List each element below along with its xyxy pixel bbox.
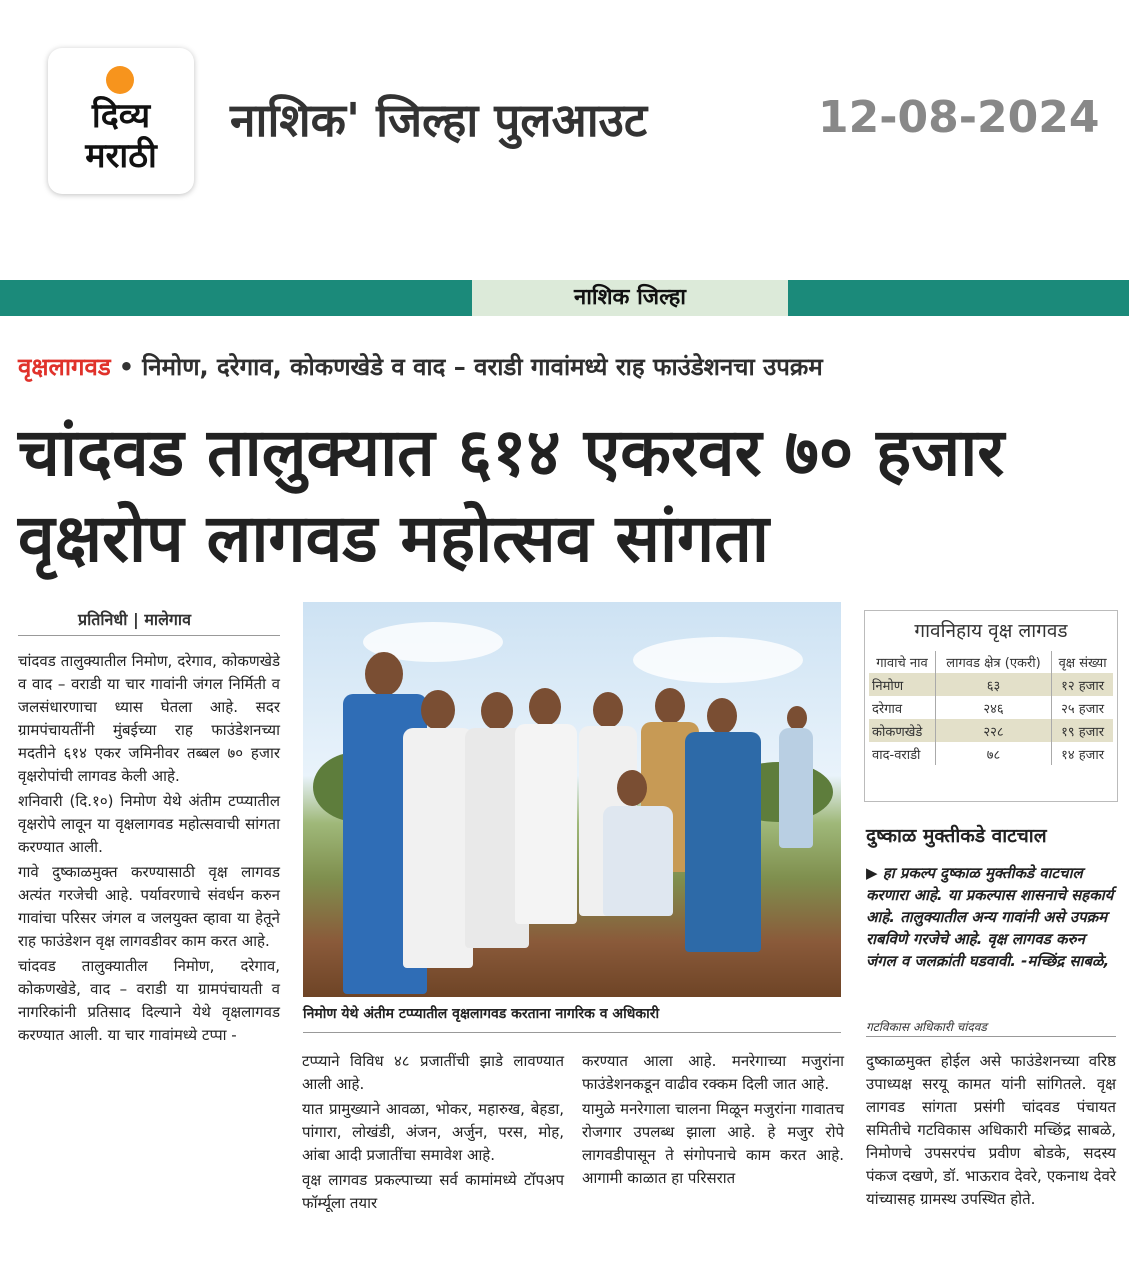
section-label: नाशिक जिल्हा xyxy=(472,280,788,316)
column-header: गावाचे नाव xyxy=(869,651,935,673)
cloud-shape xyxy=(633,637,803,683)
person-head xyxy=(421,690,455,730)
article-column-3 xyxy=(582,1050,844,1192)
paragraph: टप्प्याने विविध ४८ प्रजातींची झाडे लावण्यात आली आहे. xyxy=(302,1052,564,1093)
sun-icon xyxy=(106,66,134,94)
byline: प्रतिनिधी | मालेगाव xyxy=(78,610,191,629)
table-row xyxy=(869,673,1113,696)
headline: चांदवड तालुक्यात ६१४ एकरवर ७० हजार वृक्षरोप लागवड महोत्सव सांगता xyxy=(18,414,1005,577)
sub-heading: दुष्काळ मुक्तीकडे वाटचाल xyxy=(866,825,1047,847)
person-head xyxy=(707,698,737,734)
person-figure xyxy=(779,728,813,848)
pull-quote: ▶ हा प्रकल्प दुष्काळ मुक्तीकडे वाटचाल करणारा आहे. या प्रकल्पास शासनाचे सहकार्य आहे. तालुक्यातील अन्य गावांनी असे उपक्रम राबविणे गरजेचे आहे. वृक्ष लागवड करुन जंगल व जलक्रांती घडवावी. -मच्छिंद्र साबळे, xyxy=(866,864,1114,970)
table-cell: दरेगाव xyxy=(869,696,935,719)
person-head xyxy=(617,770,647,806)
person-figure xyxy=(603,806,673,916)
divya-marathi-logo[interactable] xyxy=(48,48,194,194)
table-cell: निमोण xyxy=(869,673,935,696)
logo-text-line1: दिव्य xyxy=(91,96,151,136)
table-header-row xyxy=(869,651,1113,673)
paragraph: वृक्ष लागवड प्रकल्पाच्या सर्व कामांमध्ये टॉपअप फॉर्म्यूला तयार xyxy=(302,1171,564,1212)
table-cell: ६३ xyxy=(935,673,1051,696)
divider xyxy=(18,635,280,636)
column-header: लागवड क्षेत्र (एकरी) xyxy=(935,651,1051,673)
village-plantation-table xyxy=(864,610,1118,802)
table-cell: २५ हजार xyxy=(1061,701,1105,717)
event-photo xyxy=(303,602,841,997)
kicker-bullet: • xyxy=(118,353,135,381)
quote-source: गटविकास अधिकारी चांदवड xyxy=(866,1020,987,1034)
edition-date: 12-08-2024 xyxy=(818,92,1100,143)
edition-title: नाशिक' जिल्हा पुलआउट xyxy=(230,93,648,147)
table-cell: वाद-वराडी xyxy=(869,742,935,765)
paragraph: यात प्रामुख्याने आवळा, भोकर, महारुख, बेहडा, पांगारा, लोखंडी, अंजन, अर्जुन, परस, मोह, आंबा आदी प्रजातींचा समावेश आहे. xyxy=(302,1100,564,1164)
kicker-text: निमोण, दरेगाव, कोकणखेडे व वाद – वराडी गावांमध्ये राह फाउंडेशनचा उपक्रम xyxy=(142,353,823,381)
data-table xyxy=(869,651,1113,765)
table-cell: १४ हजार xyxy=(1061,747,1105,763)
divider xyxy=(303,1032,841,1033)
column-header: वृक्ष संख्या xyxy=(1058,656,1107,671)
paragraph: शनिवारी (दि.१०) निमोण येथे अंतीम टप्प्यातील वृक्षरोपे लावून या वृक्षलागवड महोत्सवाची सांगता करण्यात आली. xyxy=(18,792,280,856)
person-head xyxy=(655,688,685,724)
person-head xyxy=(593,692,623,728)
paragraph: गावे दुष्काळमुक्त करण्यासाठी वृक्ष लागवड अत्यंत गरजेची आहे. पर्यावरणाचे संवर्धन करुन गावांचा परिसर जंगल व जलयुक्त व्हावा या हेतूने राह फाउंडेशन वृक्ष लागवडीवर काम करत आहे. xyxy=(18,863,280,950)
person-figure xyxy=(685,732,761,952)
newspaper-clipping xyxy=(0,280,1129,1267)
article-column-4 xyxy=(866,1050,1116,1213)
person-figure xyxy=(403,728,473,968)
table-cell: १९ हजार xyxy=(1052,719,1113,742)
paragraph: करण्यात आला आहे. मनरेगाच्या मजुरांना फाउंडेशनकडून वाढीव रक्कम दिली जात आहे. xyxy=(582,1052,844,1093)
kicker-line xyxy=(18,350,823,383)
paragraph: चांदवड तालुक्यातील निमोण, दरेगाव, कोकणखेडे व वाद – वराडी या चार गावांनी जंगल निर्मिती व जलसंधारणाचा ध्यास घेतला आहे. सदर ग्रामपंचायतींनी मुंबईच्या राह फाउंडेशनच्या मदतीने ६१४ एकर जमिनीवर तब्बल ७० हजार वृक्षरोपांची लागवड केली आहे. xyxy=(18,652,280,785)
photo-caption: निमोण येथे अंतीम टप्प्यातील वृक्षलागवड करताना नागरिक व अधिकारी xyxy=(303,1006,660,1022)
person-figure xyxy=(515,724,577,924)
person-head xyxy=(529,688,561,726)
article-column-1 xyxy=(18,650,280,1049)
table-row xyxy=(869,719,1113,742)
article-column-2 xyxy=(302,1050,564,1217)
kicker-tag: वृक्षलागवड xyxy=(18,353,111,381)
table-title: गावनिहाय वृक्ष लागवड xyxy=(914,620,1068,642)
person-head xyxy=(365,652,403,696)
table-cell: २२८ xyxy=(935,719,1051,742)
divider xyxy=(866,1036,1116,1037)
person-head xyxy=(481,692,513,730)
paragraph: यामुळे मनरेगाला चालना मिळून मजुरांना गावातच रोजगार उपलब्ध झाला आहे. हे मजुर रोपे लागवडीपासून ते संगोपनाचे काम करत आहे. आगामी काळात हा परिसरात xyxy=(582,1100,844,1187)
app-header xyxy=(0,0,1129,240)
person-head xyxy=(787,706,807,730)
table-cell: ७८ xyxy=(935,742,1051,765)
paragraph: दुष्काळमुक्त होईल असे फाउंडेशनच्या वरिष्ठ उपाध्यक्ष सरयू कामत यांनी सांगितले. वृक्ष लागवड सांगता प्रसंगी चांदवड पंचायत समितीचे गटविकास अधिकारी मच्छिंद्र साबळे, निमोणचे उपसरपंच प्रवीण बोडके, सदस्य पंकज दखणे, डॉ. भाऊराव देवरे, एकनाथ देवरे यांच्यासह ग्रामस्थ उपस्थित होते. xyxy=(866,1052,1116,1208)
table-row xyxy=(869,742,1113,765)
table-row xyxy=(869,696,1113,719)
table-cell: २४६ xyxy=(935,696,1051,719)
paragraph: चांदवड तालुक्यातील निमोण, दरेगाव, कोकणखेडे, वाद – वराडी या ग्रामपंचायती व नागरिकांनी प्रतिसाद दिल्याने येथे वृक्षलागवड करण्यात आली. या चार गावांमध्ये टप्पा - xyxy=(18,957,280,1044)
logo-text-line2: मराठी xyxy=(85,136,157,176)
table-cell: कोकणखेडे xyxy=(869,719,935,742)
table-cell: १२ हजार xyxy=(1052,673,1113,696)
